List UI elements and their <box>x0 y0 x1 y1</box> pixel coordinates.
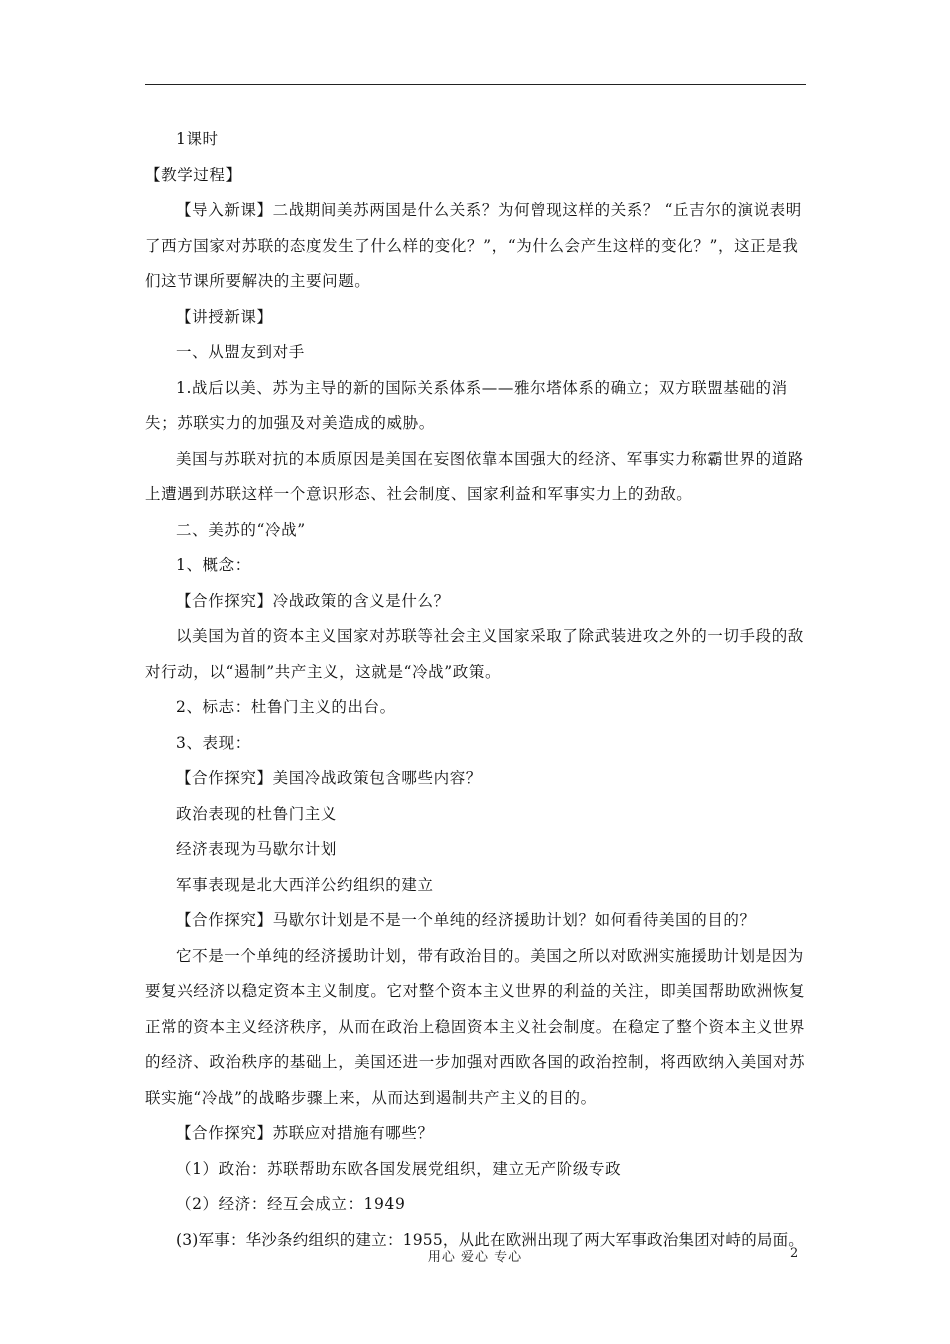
paragraph: (3)军事：华沙条约组织的建立：1955，从此在欧洲出现了两大军事政治集团对峙的局面。 <box>176 1230 805 1249</box>
paragraph: 【合作探究】美国冷战政策包含哪些内容？ <box>176 769 482 787</box>
paragraph: 美国与苏联对抗的本质原因是美国在妄图依靠本国强大的经济、军事实力称霸世界的道路上遭遇到苏联这样一个意识形态、社会制度、国家利益和军事实力上的劲敌。 <box>145 449 804 503</box>
paragraph: 【教学过程】 <box>145 165 242 184</box>
header-rule <box>145 84 806 85</box>
paragraph: 二、美苏的“冷战” <box>176 520 306 539</box>
paragraph: 1.战后以美、苏为主导的新的国际关系体系——雅尔塔体系的确立；双方联盟基础的消失；苏联实力的加强及对美造成的威胁。 <box>145 378 788 432</box>
paragraph: 经济表现为马歇尔计划 <box>176 840 338 858</box>
paragraph: 1课时 <box>176 130 219 148</box>
paragraph: 【导入新课】二战期间美苏两国是什么关系？为何曾现这样的关系？ “丘吉尔的演说表明了西方国家对苏联的态度发生了什么样的变化？”，“为什么会产生这样的变化？”，这正是我们这节课所要解决的主要问题。 <box>145 201 802 290</box>
paragraph: 2、标志：杜鲁门主义的出台。 <box>176 698 396 716</box>
paragraph: 【合作探究】苏联应对措施有哪些？ <box>176 1124 434 1142</box>
paragraph: 1、概念： <box>176 556 251 574</box>
paragraph: 【讲授新课】 <box>176 307 273 326</box>
paragraph: 一、从盟友到对手 <box>176 343 305 361</box>
paragraph: 【合作探究】马歇尔计划是不是一个单纯的经济援助计划？如何看待美国的目的？ <box>176 911 756 929</box>
paragraph: （1）政治：苏联帮助东欧各国发展党组织，建立无产阶级专政 <box>176 1159 622 1178</box>
paragraph: 政治表现的杜鲁门主义 <box>176 804 338 823</box>
footer-motto: 用心 爱心 专心 <box>427 1250 523 1265</box>
paragraph: 3、表现： <box>176 733 251 752</box>
paragraph: 军事表现是北大西洋公约组织的建立 <box>176 875 434 894</box>
paragraph: 以美国为首的资本主义国家对苏联等社会主义国家采取了除武装进攻之外的一切手段的敌对行动，以“遏制”共产主义，这就是“冷战”政策。 <box>145 627 804 681</box>
paragraph: 它不是一个单纯的经济援助计划，带有政治目的。美国之所以对欧洲实施援助计划是因为要复兴经济以稳定资本主义制度。它对整个资本主义世界的利益的关注，即美国帮助欧洲恢复正常的资本主义经济秩序，从而在政治上稳固资本主义社会制度。在稳定了整个资本主义世界的经济、政治秩序的基础上，美国还进一步加强对西欧各国的政治控制，将西欧纳入美国对苏联实施“冷战”的战略步骤上来，从而达到遏制共产主义的目的。 <box>145 946 806 1107</box>
paragraph: （2）经济：经互会成立：1949 <box>176 1195 406 1213</box>
document-body <box>145 122 808 1258</box>
page-number: 2 <box>790 1246 799 1261</box>
paragraph: 【合作探究】冷战政策的含义是什么？ <box>176 591 450 610</box>
